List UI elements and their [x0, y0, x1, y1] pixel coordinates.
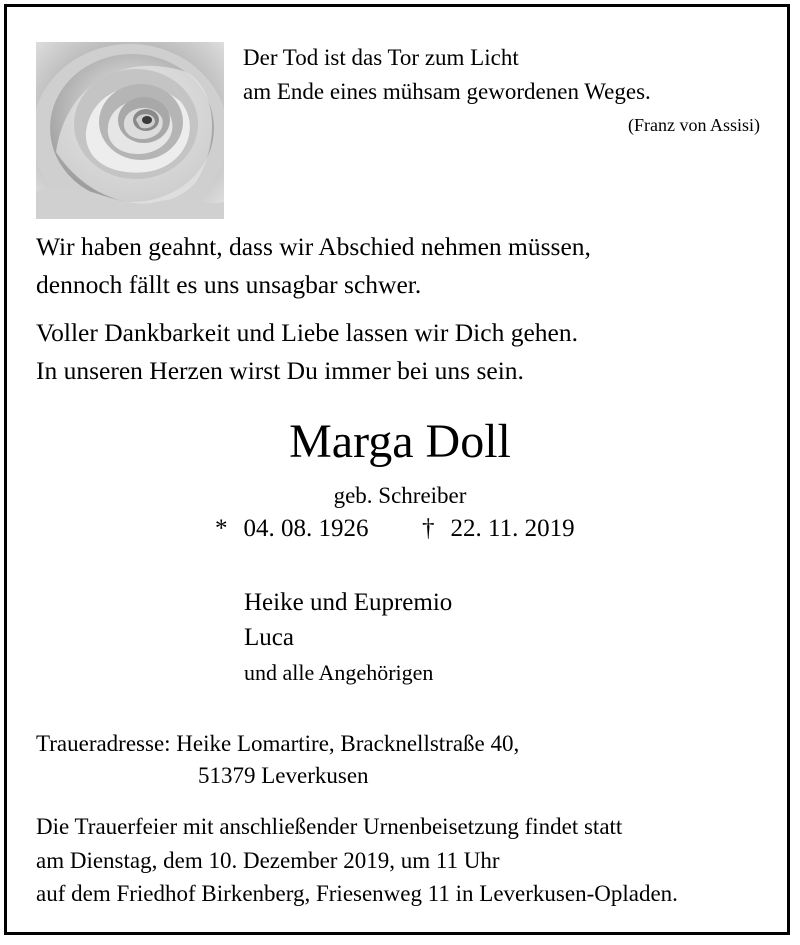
death-date-row — [422, 516, 575, 541]
mourning-address-line-1: Traueradresse: Heike Lomartire, Bracknellstraße 40, — [36, 731, 520, 756]
farewell-line-4: In unseren Herzen wirst Du immer bei uns sein. — [36, 356, 524, 385]
mourner-line-2: Luca — [244, 624, 294, 651]
rose-photo — [36, 42, 224, 219]
birth-name: geb. Schreiber — [333, 483, 467, 508]
farewell-line-3: Voller Dankbarkeit und Liebe lassen wir Dich gehen. — [36, 318, 578, 347]
birth-date-row — [215, 516, 369, 541]
death-date: 22. 11. 2019 — [450, 515, 575, 542]
mourning-address-line-2: 51379 Leverkusen — [198, 763, 369, 788]
birth-date: 04. 08. 1926 — [243, 515, 369, 542]
mourner-line-1: Heike und Eupremio — [244, 589, 453, 616]
service-line-1: Die Trauerfeier mit anschließender Urnenbeisetzung findet statt — [36, 814, 623, 839]
birth-symbol: * — [215, 515, 228, 542]
quote-line-2: am Ende eines mühsam gewordenen Weges. — [243, 79, 651, 104]
death-symbol: † — [422, 515, 435, 542]
quote-author: (Franz von Assisi) — [628, 115, 760, 135]
quote-line-1: Der Tod ist das Tor zum Licht — [243, 45, 519, 70]
farewell-line-2: dennoch fällt es uns unsagbar schwer. — [36, 270, 422, 299]
service-line-3: auf dem Friedhof Birkenberg, Friesenweg 11 in Leverkusen-Opladen. — [36, 881, 678, 906]
deceased-name: Marga Doll — [289, 415, 511, 468]
mourner-line-3: und alle Angehörigen — [244, 660, 434, 685]
service-line-2: am Dienstag, dem 10. Dezember 2019, um 11 Uhr — [36, 848, 500, 873]
farewell-line-1: Wir haben geahnt, dass wir Abschied nehmen müssen, — [36, 232, 591, 261]
